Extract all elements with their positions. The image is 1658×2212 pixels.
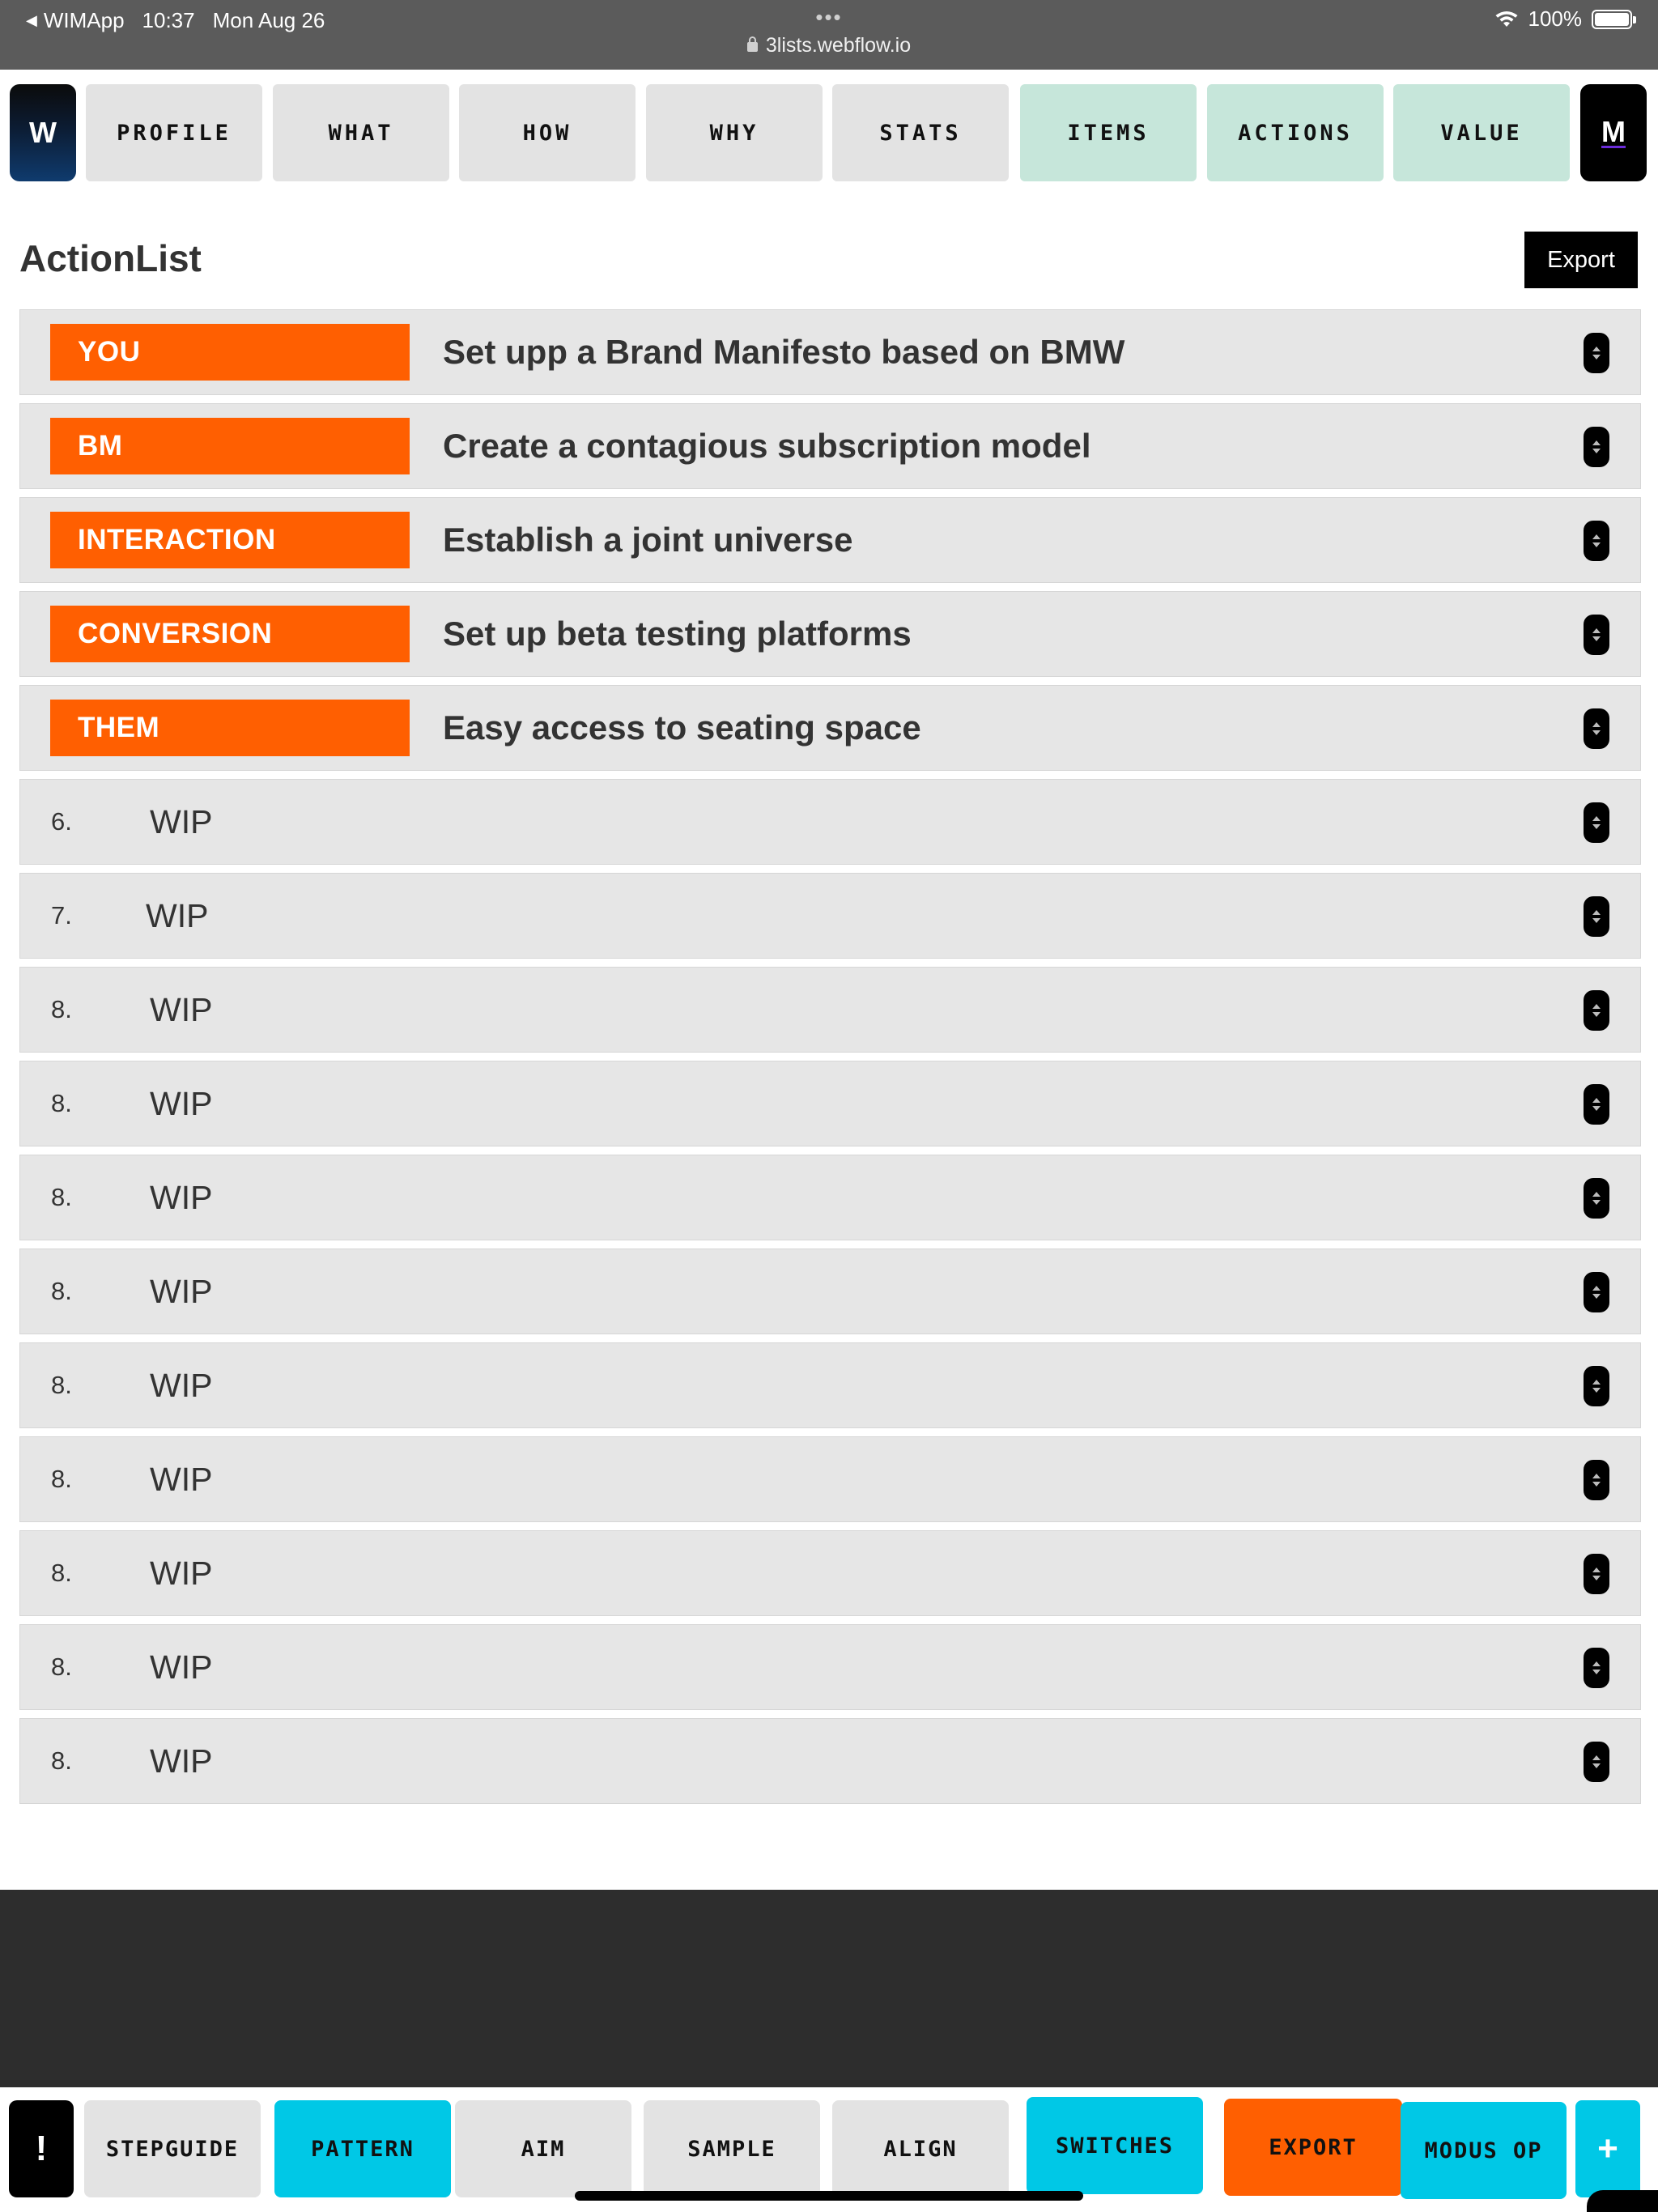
nav-value[interactable]: VALUE (1393, 84, 1570, 181)
aim-button[interactable]: AIM (455, 2100, 631, 2197)
item-text: WIP (150, 1554, 213, 1592)
reorder-handle-icon[interactable] (1584, 708, 1609, 749)
list-item[interactable] (19, 1249, 1641, 1334)
menu-logo-m[interactable] (1580, 84, 1647, 181)
nav-stats[interactable]: STATS (832, 84, 1009, 181)
list-item[interactable] (19, 1718, 1641, 1804)
list-item[interactable] (19, 1342, 1641, 1428)
item-text: WIP (146, 896, 209, 934)
item-number: 8. (51, 1746, 72, 1775)
reorder-handle-icon[interactable] (1584, 1554, 1609, 1594)
category-tag: YOU (50, 324, 410, 381)
action-text: Easy access to seating space (443, 708, 921, 747)
reorder-handle-icon[interactable] (1584, 1460, 1609, 1500)
nav-profile[interactable]: PROFILE (86, 84, 262, 181)
list-item[interactable] (19, 873, 1641, 959)
url-bar[interactable] (0, 34, 1658, 57)
reorder-handle-icon[interactable] (1584, 1648, 1609, 1688)
footer-band (0, 1890, 1658, 2087)
action-text: Establish a joint universe (443, 521, 853, 559)
item-number: 8. (51, 995, 72, 1023)
list-item[interactable] (19, 1061, 1641, 1146)
item-number: 8. (51, 1371, 72, 1399)
reorder-handle-icon[interactable] (1584, 615, 1609, 655)
list-item[interactable] (19, 1624, 1641, 1710)
reorder-handle-icon[interactable] (1584, 1084, 1609, 1125)
back-arrow-icon[interactable]: ◀ (26, 12, 37, 28)
list-item[interactable] (19, 1530, 1641, 1616)
lock-icon (747, 42, 758, 52)
modus-op-button[interactable]: MODUS OP (1401, 2102, 1567, 2199)
action-list (19, 309, 1641, 1812)
reorder-handle-icon[interactable] (1584, 1742, 1609, 1782)
item-number: 8. (51, 1559, 72, 1587)
nav-actions[interactable]: ACTIONS (1207, 84, 1384, 181)
status-date: Mon Aug 26 (212, 8, 325, 32)
list-item[interactable] (19, 1436, 1641, 1522)
url-text: 3lists.webflow.io (765, 34, 912, 57)
reorder-handle-icon[interactable] (1584, 333, 1609, 373)
menu-logo-letter: M (1601, 114, 1626, 148)
pattern-button[interactable]: PATTERN (274, 2100, 451, 2197)
action-text: Set upp a Brand Manifesto based on BMW (443, 333, 1125, 371)
multitask-dots[interactable]: ••• (815, 5, 843, 29)
align-button[interactable]: ALIGN (832, 2100, 1009, 2197)
export-button[interactable]: Export (1524, 232, 1638, 288)
list-item[interactable] (19, 309, 1641, 395)
export-toolbar-button[interactable]: EXPORT (1224, 2099, 1402, 2196)
item-text: WIP (150, 990, 213, 1028)
item-text: WIP (150, 802, 213, 840)
add-button[interactable]: + (1575, 2100, 1640, 2197)
item-text: WIP (150, 1366, 213, 1404)
action-text: Set up beta testing platforms (443, 615, 912, 653)
top-nav (0, 70, 1658, 191)
list-item[interactable] (19, 591, 1641, 677)
reorder-handle-icon[interactable] (1584, 896, 1609, 937)
battery-icon (1592, 10, 1632, 29)
category-tag: CONVERSION (50, 606, 410, 662)
category-tag: INTERACTION (50, 512, 410, 568)
wifi-icon (1494, 11, 1519, 28)
list-item[interactable] (19, 403, 1641, 489)
battery-percent: 100% (1528, 6, 1582, 31)
category-tag: BM (50, 418, 410, 474)
switches-button[interactable]: SWITCHES (1027, 2097, 1203, 2194)
back-app-label[interactable]: WIMApp (43, 8, 125, 32)
list-item[interactable] (19, 967, 1641, 1053)
nav-items[interactable]: ITEMS (1020, 84, 1197, 181)
nav-how[interactable]: HOW (459, 84, 636, 181)
reorder-handle-icon[interactable] (1584, 802, 1609, 843)
home-indicator[interactable] (575, 2191, 1083, 2201)
item-text: WIP (150, 1084, 213, 1122)
action-text: Create a contagious subscription model (443, 427, 1091, 465)
category-tag: THEM (50, 700, 410, 756)
page-title: ActionList (19, 237, 202, 279)
item-number: 8. (51, 1653, 72, 1681)
corner-decoration (1587, 2190, 1658, 2212)
reorder-handle-icon[interactable] (1584, 1272, 1609, 1312)
alert-button[interactable]: ! (9, 2100, 74, 2197)
status-bar (0, 0, 1658, 70)
nav-what[interactable]: WHAT (273, 84, 449, 181)
app-logo-w[interactable]: W (10, 84, 76, 181)
nav-why[interactable]: WHY (646, 84, 823, 181)
list-item[interactable] (19, 685, 1641, 771)
list-item[interactable] (19, 1155, 1641, 1240)
item-text: WIP (150, 1742, 213, 1780)
item-number: 8. (51, 1089, 72, 1117)
item-number: 8. (51, 1183, 72, 1211)
status-right (1494, 6, 1633, 32)
list-item[interactable] (19, 779, 1641, 865)
item-number: 6. (51, 807, 72, 836)
sample-button[interactable]: SAMPLE (644, 2100, 820, 2197)
stepguide-button[interactable]: STEPGUIDE (84, 2100, 261, 2197)
reorder-handle-icon[interactable] (1584, 521, 1609, 561)
item-text: WIP (150, 1648, 213, 1686)
item-text: WIP (150, 1460, 213, 1498)
reorder-handle-icon[interactable] (1584, 990, 1609, 1031)
status-time: 10:37 (142, 8, 195, 32)
item-text: WIP (150, 1272, 213, 1310)
item-text: WIP (150, 1178, 213, 1216)
item-number: 8. (51, 1465, 72, 1493)
reorder-handle-icon[interactable] (1584, 1178, 1609, 1219)
reorder-handle-icon[interactable] (1584, 1366, 1609, 1406)
item-number: 7. (51, 901, 72, 929)
reorder-handle-icon[interactable] (1584, 427, 1609, 467)
item-number: 8. (51, 1277, 72, 1305)
list-item[interactable] (19, 497, 1641, 583)
